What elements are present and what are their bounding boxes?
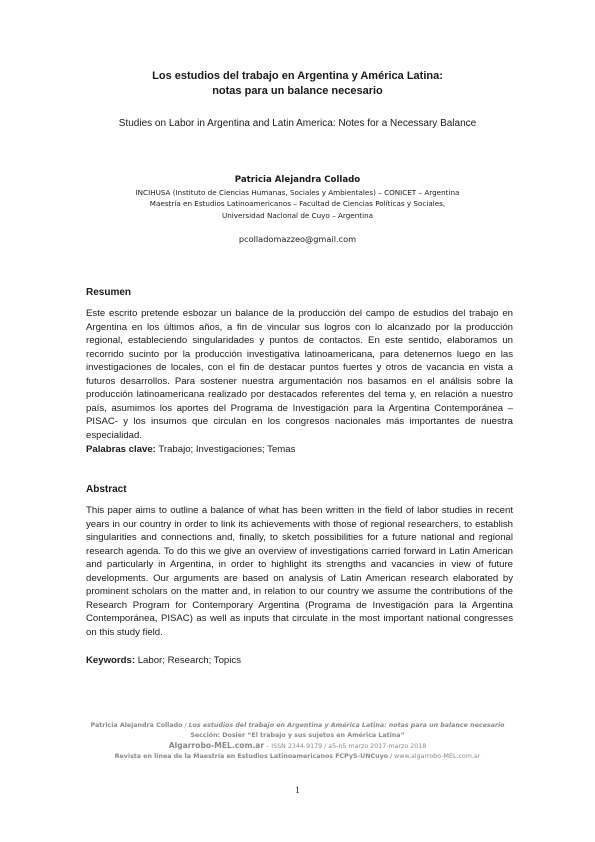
footer-journal-desc-line bbox=[40, 752, 555, 762]
author-name: Patricia Alejandra Collado bbox=[234, 175, 361, 185]
affiliation-line-1: INCIHUSA (Instituto de Ciencias Humanas, Sociales y Ambientales) – CONICET – Argentina bbox=[135, 188, 460, 197]
footer-citation-line bbox=[40, 721, 555, 731]
resumen-text: Este escrito pretende esbozar un balance de la producción del campo de estudios del trabajo en Argentina en los últimos años, a fin de vincular sus logros con lo alcanzado por la producción regional, estableciendo singularidades y puntos de contactos. En este sentido, elaboramos un recorrido sucinto por la producción investigativa latinoamericana, para detenernos luego en las investigaciones de locales, con el fin de destacar puntos fuertes y otros de vacancia en vista a futuros desarrollos. Para sostener nuestra argumentación nos basamos en el análisis sobre la producción latinoamericana realizado por destacados referentes del tema y, en relación a nuestro país, asumimos los aportes del Programa de Investigación para la Argentina Contemporánea –PISAC- y los insumos que circulan en los congresos nacionales más importantes de nuestra especialidad. bbox=[86, 308, 513, 441]
footer-article-title: Los estudios del trabajo en Argentina y América Latina: notas para un balance necesario bbox=[188, 722, 505, 729]
resumen-keywords-label: Palabras clave: bbox=[86, 444, 156, 455]
footer-section: Sección: Dosier “El trabajo y sus sujetos en América Latina” bbox=[190, 732, 405, 739]
footer-separator: / bbox=[182, 722, 189, 729]
footer-website: / www.algarrobo-MEL.com.ar bbox=[388, 753, 481, 760]
page-number: 1 bbox=[295, 785, 300, 795]
author-affiliation bbox=[60, 187, 535, 221]
author-email: pcolladomazzeo@gmail.com bbox=[238, 234, 357, 244]
footer-issn: – ISSN 2344-9179 / a5-n5 marzo 2017-marzo 2018 bbox=[264, 743, 427, 750]
resumen-heading: Resumen bbox=[86, 287, 132, 298]
abstract-keywords-value: Labor; Research; Topics bbox=[137, 655, 241, 666]
affiliation-line-2: Maestría en Estudios Latinoamericanos – Facultad de Ciencias Políticas y Sociales, bbox=[149, 199, 446, 209]
abstract-keywords bbox=[86, 654, 513, 667]
abstract-heading: Abstract bbox=[86, 484, 127, 495]
resumen-keywords bbox=[86, 443, 513, 456]
footer-author: Patricia Alejandra Collado bbox=[90, 722, 183, 729]
footer-journal-name: Algarrobo-MEL.com.ar bbox=[168, 741, 265, 750]
article-title bbox=[60, 69, 535, 99]
abstract-keywords-label: Keywords: bbox=[86, 655, 136, 666]
footer-journal-line bbox=[40, 741, 555, 752]
article-title-line-2: notas para un balance necesario bbox=[212, 85, 383, 97]
article-title-line-1: Los estudios del trabajo en Argentina y América Latina: bbox=[152, 70, 443, 82]
footer-journal-desc: Revista en línea de la Maestría en Estudios Latinoamericanos FCPyS-UNCuyo bbox=[114, 753, 389, 760]
abstract-text: This paper aims to outline a balance of what has been written in the field of labor studies in recent years in our country in order to link its achievements with those of regional researchers, to establish singularities and connections and, finally, to sketch possibilities for a future national and regional research agenda. To do this we give an overview of investigations carried forward in Latin American and particularly in Argentina, in order to highlight its strengths and vacancies in view of future developments. Our arguments are based on analysis of Latin American research elaborated by prominent scholars on the matter and, in relation to our country we assume the contributions of the Research Program for Contemporary Argentina (Programa de Investigación para la Argentina Contemporánea, PISAC) as well as inputs that circulate in the most important national congresses on this study field. bbox=[86, 505, 513, 638]
resumen-keywords-value: Trabajo; Investigaciones; Temas bbox=[158, 444, 296, 455]
page-footer bbox=[40, 721, 555, 762]
affiliation-line-3: Universidad Nacional de Cuyo – Argentina bbox=[221, 210, 374, 220]
article-title-english: Studies on Labor in Argentina and Latin America: Notes for a Necessary Balance bbox=[118, 118, 477, 129]
